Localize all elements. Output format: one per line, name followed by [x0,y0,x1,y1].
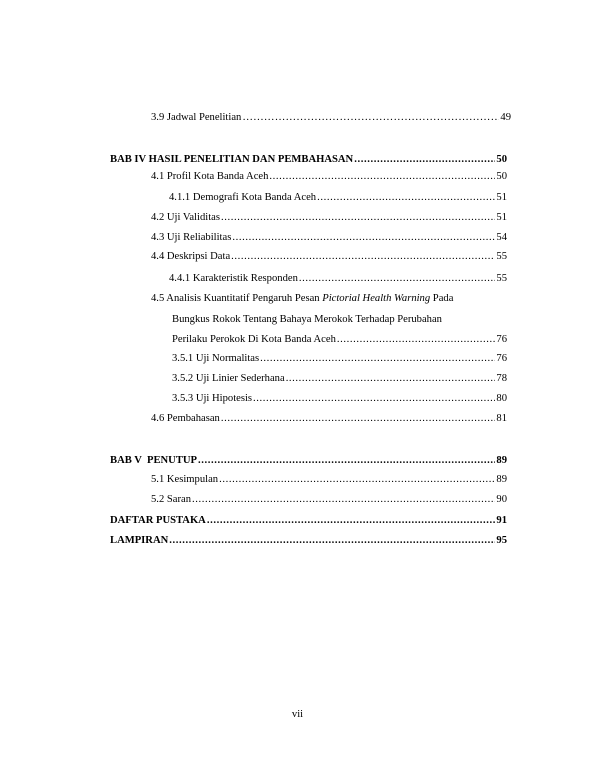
toc-entry-analisis-line-1 [151,292,453,305]
toc-leader [169,534,495,547]
toc-page-number: 55 [496,251,507,262]
toc-entry-uji-hipotesis [172,392,507,405]
toc-leader [337,333,496,346]
toc-page-number: 50 [496,154,507,165]
toc-entry-karakteristik-responden [169,272,507,285]
toc-leader [260,352,495,365]
toc-page-number: 49 [500,112,511,123]
toc-entry-label: 3.5.1 Uji Normalitas [172,353,260,364]
toc-entry-daftar-pustaka [110,514,507,527]
toc-entry-uji-linier [172,372,507,385]
toc-entry-pembahasan [151,412,507,425]
toc-page-number: 80 [496,393,507,404]
toc-leader [269,170,495,183]
toc-entry-label: 3.5.2 Uji Linier Sederhana [172,373,285,384]
toc-leader [232,231,495,244]
toc-entry-analisis-line-2 [172,313,442,326]
toc-leader [317,191,495,204]
toc-leader [253,392,495,405]
toc-page-number: 51 [496,192,507,203]
toc-leader [231,250,495,263]
toc-page-number: 95 [496,535,507,546]
toc-page-number: 76 [496,334,507,345]
toc-entry-label-italic: Pictorial Health Warning [322,293,431,304]
toc-leader [221,412,496,425]
toc-entry-label: 4.4 Deskripsi Data [151,251,231,262]
toc-leader [192,493,495,506]
toc-entry-label-prefix: 4.5 Analisis Kuantitatif Pengaruh Pesan [151,293,323,304]
toc-entry-label: 4.4.1 Karakteristik Responden [169,273,298,284]
toc-page-number: 54 [496,232,507,243]
toc-entry-uji-reliabilitas [151,231,507,244]
toc-leader [286,372,496,385]
toc-page-number: 89 [496,474,507,485]
toc-entry-analisis-line-3 [172,333,507,346]
toc-entry-label: 5.1 Kesimpulan [151,474,219,485]
toc-entry-uji-normalitas [172,352,507,365]
toc-entry-saran [151,493,507,506]
toc-entry-bab-4 [110,153,507,166]
toc-entry-label: 4.3 Uji Reliabilitas [151,232,232,243]
toc-page-number: 89 [496,455,507,466]
toc-entry-label: 4.1 Profil Kota Banda Aceh [151,171,269,182]
toc-page-number: 90 [496,494,507,505]
toc-entry-label: DAFTAR PUSTAKA [110,515,206,526]
toc-entry-lampiran [110,534,507,547]
toc-entry-label-suffix: Pada [430,293,454,304]
toc-entry-bab-5 [110,454,507,467]
toc-entry-demografi [169,191,507,204]
toc-entry-label: 3.5.3 Uji Hipotesis [172,393,253,404]
toc-entry-jadwal-penelitian [151,111,511,124]
toc-leader [299,272,496,285]
toc-page-number: 91 [496,515,507,526]
toc-leader [207,514,496,527]
toc-entry-label: BAB IV HASIL PENELITIAN DAN PEMBAHASAN [110,154,354,165]
toc-leader [219,473,495,486]
toc-page-number: 55 [496,273,507,284]
toc-leader [198,454,495,467]
toc-leader [221,211,495,224]
toc-entry-label: BAB V PENUTUP [110,455,198,466]
toc-entry-label: Perilaku Perokok Di Kota Banda Aceh [172,334,336,345]
toc-entry-label: 5.2 Saran [151,494,192,505]
toc-page-number: 76 [496,353,507,364]
toc-page-number: 50 [496,171,507,182]
toc-entry-deskripsi-data [151,250,507,263]
toc-entry-uji-validitas [151,211,507,224]
toc-page-number: 78 [496,373,507,384]
toc-leader [242,111,499,124]
toc-entry-kesimpulan [151,473,507,486]
toc-entry-label: LAMPIRAN [110,535,169,546]
toc-entry-label: 4.1.1 Demografi Kota Banda Aceh [169,192,317,203]
toc-entry-label: 4.6 Pembahasan [151,413,220,424]
toc-entry-label: 3.9 Jadwal Penelitian [151,112,242,123]
toc-entry-profil-kota [151,170,507,183]
page-number: vii [291,709,304,720]
toc-entry-label: Bungkus Rokok Tentang Bahaya Merokok Terhadap Perubahan [172,314,442,325]
toc-page-number: 51 [496,212,507,223]
toc-entry-label: 4.2 Uji Validitas [151,212,220,223]
toc-page-number: 81 [496,413,507,424]
toc-leader [354,153,495,166]
